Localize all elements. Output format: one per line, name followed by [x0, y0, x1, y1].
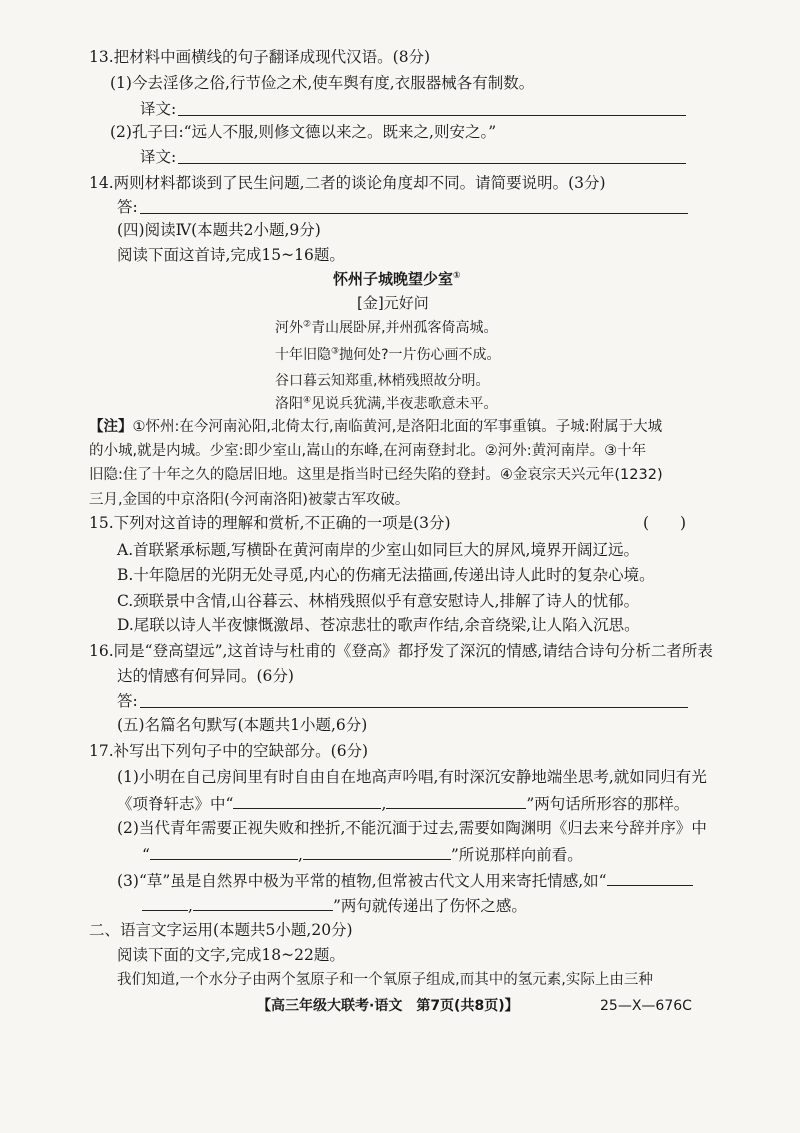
q15-option-b[interactable]: B.十年隐居的光阴无处寻觅,内心的伤痛无法描画,传递出诗人此时的复杂心境。 — [117, 566, 655, 584]
q15-option-c[interactable]: C.颈联景中含情,山谷暮云、林梢残照似乎有意安慰诗人,排解了诗人的忧郁。 — [117, 592, 640, 610]
notes-line-1: 【注】①怀州:在今河南沁阳,北倚太行,南临黄河,是洛阳北面的军事重镇。子城:附属于大城 — [89, 419, 663, 435]
poem-line-1: 河外②青山展卧屏,并州孤客倚高城。 — [275, 319, 498, 336]
q17-blank-2[interactable] — [386, 792, 526, 809]
section4-heading: (四)阅读Ⅳ(本题共2小题,9分) — [117, 221, 321, 239]
part2-intro: 阅读下面的文字,完成18~22题。 — [117, 946, 345, 964]
poem-title: 怀州子城晚望少室① — [333, 270, 461, 288]
q16-stem-line-2: 达的情感有何异同。(6分) — [117, 667, 294, 685]
q17-item2-line2: “ , ”所说那样向前看。 — [142, 843, 583, 866]
q15-option-a[interactable]: A.首联紧承标题,写横卧在黄河南岸的少室山如同巨大的屏风,境界开阔辽远。 — [117, 541, 639, 559]
poem-author: [金]元好问 — [357, 294, 429, 312]
q16-answer-label: 答: — [117, 692, 138, 710]
q15-option-d[interactable]: D.尾联以诗人半夜慷慨激昂、苍凉悲壮的歌声作结,余音绕梁,让人陷入沉思。 — [117, 616, 640, 634]
poem-line-4: 洛阳④见说兵犹满,半夜悲歌意未平。 — [275, 395, 498, 412]
notes-line-4: 三月,金国的中京洛阳(今河南洛阳)被蒙古军攻破。 — [89, 492, 410, 508]
notes-line-3: 旧隐:住了十年之久的隐居旧地。这里是指当时已经失陷的登封。④金哀宗天兴元年(1232) — [89, 467, 663, 483]
q17-blank-4[interactable] — [303, 843, 451, 860]
section4-intro: 阅读下面这首诗,完成15~16题。 — [117, 246, 345, 264]
notes-line-2: 的小城,就是内城。少室:即少室山,嵩山的东峰,在河南登封北。②河外:黄河南岸。③十年 — [89, 443, 647, 459]
part2-heading: 二、语言文字运用(本题共5小题,20分) — [89, 921, 353, 939]
part2-text: 我们知道,一个水分子由两个氢原子和一个氧原子组成,而其中的氢元素,实际上由三种 — [117, 972, 653, 988]
q15-answer-bracket[interactable]: ( ) — [643, 514, 687, 532]
q16-answer-line[interactable] — [140, 707, 688, 708]
paper-code: 25—X—676C — [600, 998, 692, 1014]
section5-heading: (五)名篇名句默写(本题共1小题,6分) — [117, 716, 368, 734]
q13-translation-label-2: 译文: — [140, 148, 177, 166]
q13-answer-line-2[interactable] — [178, 163, 686, 164]
q17-stem: 17.补写出下列句子中的空缺部分。(6分) — [89, 742, 369, 760]
q17-blank-5[interactable] — [607, 869, 693, 886]
note-marker: ① — [453, 271, 461, 281]
poem-line-2: 十年旧隐③抛何处?一片伤心画不成。 — [275, 346, 501, 363]
q17-blank-3[interactable] — [150, 843, 298, 860]
q14-answer-label: 答: — [117, 198, 138, 216]
q14-answer-line[interactable] — [140, 213, 688, 214]
q17-item1-line2: 《项脊轩志》中“ , ”两句话所形容的那样。 — [117, 792, 689, 815]
q13-item1: (1)今去淫侈之俗,行节俭之术,使车舆有度,衣服器械各有制数。 — [110, 74, 535, 92]
page-footer: 【高三年级大联考·语文 第7页(共8页)】 — [257, 998, 519, 1014]
poem-line-3: 谷口暮云知郑重,林梢残照故分明。 — [275, 373, 490, 389]
q13-stem: 13.把材料中画横线的句子翻译成现代汉语。(8分) — [89, 48, 431, 66]
q13-translation-label-1: 译文: — [140, 100, 177, 118]
q13-answer-line-1[interactable] — [178, 115, 686, 116]
q17-item3-line1: (3)“草”虽是自然界中极为平常的植物,但常被古代文人用来寄托情感,如“ — [117, 869, 693, 892]
q15-stem: 15.下列对这首诗的理解和赏析,不正确的一项是(3分) — [89, 514, 451, 532]
q17-blank-1[interactable] — [233, 792, 381, 809]
q17-blank-5-continued[interactable] — [142, 894, 188, 911]
q17-item3-line2: , ”两句就传递出了伤怀之感。 — [142, 894, 527, 917]
q16-stem-line-1: 16.同是“登高望远”,这首诗与杜甫的《登高》都抒发了深沉的情感,请结合诗句分析二者所表 — [89, 642, 713, 660]
q17-item2-line1: (2)当代青年需要正视失败和挫折,不能沉湎于过去,需要如陶渊明《归去来兮辞并序》中 — [117, 819, 707, 837]
q17-blank-6[interactable] — [193, 894, 333, 911]
q13-item2: (2)孔子曰:“远人不服,则修文德以来之。既来之,则安之。” — [110, 123, 497, 141]
q17-item1-line1: (1)小明在自己房间里有时自由自在地高声吟唱,有时深沉安静地端坐思考,就如同归有光 — [117, 768, 707, 786]
q14-stem: 14.两则材料都谈到了民生问题,二者的谈论角度却不同。请简要说明。(3分) — [89, 174, 606, 192]
